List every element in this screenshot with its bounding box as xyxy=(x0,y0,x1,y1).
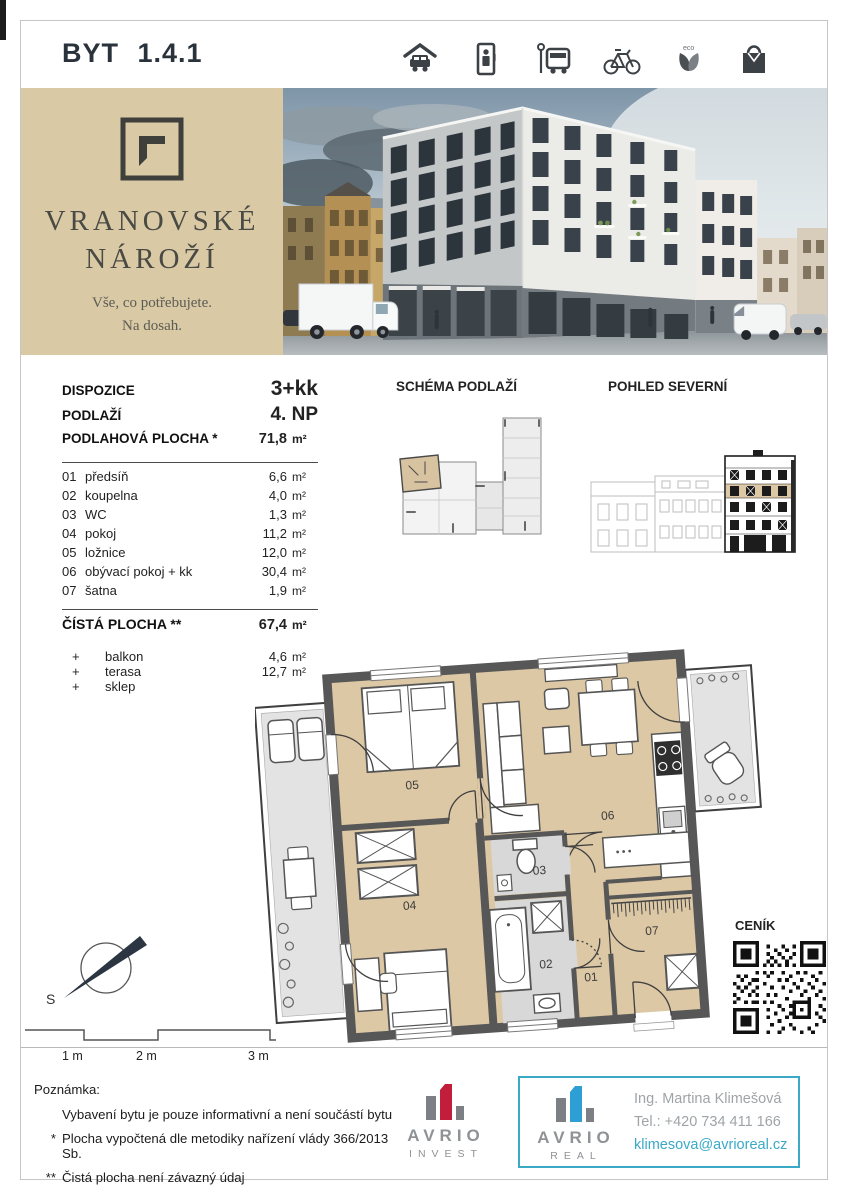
avrio-real-sub: REAL xyxy=(550,1150,602,1162)
extra-area: 12,7 xyxy=(261,664,287,679)
scale-label-3m: 3 m xyxy=(248,1049,269,1063)
room-label-07: 07 xyxy=(644,923,660,939)
schema-title: SCHÉMA PODLAŽÍ xyxy=(396,379,517,394)
room-name: obývací pokoj + kk xyxy=(85,564,193,579)
note-marker xyxy=(34,1107,62,1122)
plus-sign: + xyxy=(72,679,80,694)
room-num: 07 xyxy=(62,583,77,598)
note-line xyxy=(34,1131,394,1161)
contact-name: Ing. Martina Klimešová xyxy=(634,1091,782,1107)
brand-name xyxy=(45,203,260,278)
room-num: 05 xyxy=(62,545,77,560)
svg-text:eco: eco xyxy=(683,45,695,52)
note-text: Čistá plocha není závazný údaj xyxy=(62,1170,245,1185)
avrio-invest-icon xyxy=(422,1080,470,1122)
scale-bar xyxy=(22,1022,322,1067)
closet-box xyxy=(665,954,699,990)
highlighted-unit xyxy=(400,455,441,492)
room-area: 4,0 xyxy=(268,488,287,503)
room-label-04: 04 xyxy=(402,898,417,914)
room-row-02 xyxy=(62,488,318,507)
avrio-invest-logo xyxy=(390,1080,502,1160)
brand-name-line2: NÁROŽÍ xyxy=(85,242,219,275)
room-name: předsíň xyxy=(85,469,129,484)
avrio-real-logo xyxy=(530,1082,622,1162)
extra-unit: m² xyxy=(292,665,306,679)
building-render-photo xyxy=(283,88,827,355)
brand-name-line1: VRANOVSKÉ xyxy=(44,205,260,237)
room-unit: m² xyxy=(292,584,306,598)
avrio-invest-sub: INVEST xyxy=(409,1148,483,1160)
room-row-05 xyxy=(62,545,318,564)
elevator-icon xyxy=(468,41,504,77)
room-name: koupelna xyxy=(85,488,138,503)
shopping-bag-icon xyxy=(736,41,772,77)
room-name: šatna xyxy=(85,583,117,598)
note-marker: ** xyxy=(45,1170,56,1185)
net-label: ČÍSTÁ PLOCHA ** xyxy=(62,616,182,632)
note-marker: * xyxy=(50,1131,56,1146)
dispozice-value: 3+kk xyxy=(270,377,318,400)
compass-needle xyxy=(64,936,147,998)
avrio-real-box xyxy=(518,1076,800,1168)
room-unit: m² xyxy=(292,546,306,560)
notes-heading: Poznámka: xyxy=(34,1082,100,1097)
room-area: 6,6 xyxy=(268,469,287,484)
bed-double xyxy=(362,682,460,772)
plus-sign: + xyxy=(72,664,80,679)
room-label-06: 06 xyxy=(600,808,615,823)
dispozice-label: DISPOZICE xyxy=(62,383,135,398)
room-area: 12,0 xyxy=(261,545,287,560)
bicycle-icon xyxy=(602,41,642,77)
room-name: WC xyxy=(85,507,107,522)
bathroom-sink xyxy=(533,993,560,1013)
extra-unit: m² xyxy=(292,650,306,664)
podlazi-label: PODLAŽÍ xyxy=(62,408,122,423)
plocha-value: 71,8 xyxy=(258,431,287,447)
contact-email-link[interactable]: klimesova@avrioreal.cz xyxy=(634,1137,788,1153)
room-name: pokoj xyxy=(85,526,117,541)
note-line xyxy=(34,1170,394,1185)
room-row-04 xyxy=(62,526,318,545)
plocha-unit: m² xyxy=(292,432,307,446)
table-divider xyxy=(62,609,318,610)
room-area: 30,4 xyxy=(261,564,287,579)
room-area: 11,2 xyxy=(262,526,287,541)
compass-label: S xyxy=(46,991,56,1007)
plus-sign: + xyxy=(72,649,80,664)
page-title: BYT 1.4.1 xyxy=(62,38,203,68)
room-unit: m² xyxy=(292,565,306,579)
room-row-01 xyxy=(62,469,318,488)
garage-icon xyxy=(402,41,438,77)
room-num: 03 xyxy=(62,507,77,522)
pricing-label: CENÍK xyxy=(735,918,776,933)
scale-label-1m: 1 m xyxy=(62,1049,83,1063)
note-text: Vybavení bytu je pouze informativní a není součástí bytu xyxy=(62,1107,393,1122)
eco-icon xyxy=(672,41,706,77)
brand-logo-icon xyxy=(117,114,187,189)
room-unit: m² xyxy=(292,527,306,541)
avrio-real-word: AVRIO xyxy=(537,1128,615,1147)
room-area: 1,9 xyxy=(268,583,287,598)
table-divider xyxy=(62,462,318,463)
dispozice-row xyxy=(62,377,318,404)
brand-tagline xyxy=(92,292,212,337)
plocha-label: PODLAHOVÁ PLOCHA * xyxy=(62,431,218,446)
extra-name: terasa xyxy=(105,664,142,679)
extra-area: 4,6 xyxy=(268,649,287,664)
footer-divider xyxy=(21,1047,827,1048)
room-row-07 xyxy=(62,583,318,602)
room-row-06 xyxy=(62,564,318,583)
pohled-title: POHLED SEVERNÍ xyxy=(608,379,728,394)
podlazi-value: 4. NP xyxy=(270,404,318,425)
bathtub xyxy=(489,908,531,992)
podlazi-row xyxy=(62,404,318,431)
north-elevation-diagram xyxy=(588,448,806,560)
room-label-05: 05 xyxy=(405,777,420,793)
floorplan xyxy=(255,626,770,1058)
room-label-03: 03 xyxy=(532,862,547,878)
room-row-03 xyxy=(62,507,318,526)
brand-tagline-line1: Vše, co potřebujete. xyxy=(92,295,212,312)
room-num: 01 xyxy=(62,469,77,484)
hero-band xyxy=(21,88,827,355)
floor-schema-diagram xyxy=(393,412,551,562)
brand-panel xyxy=(21,88,283,355)
main-building xyxy=(383,108,695,340)
contact-tel: Tel.: +420 734 411 166 xyxy=(634,1114,781,1130)
compass xyxy=(38,924,158,1019)
net-value: 67,4 xyxy=(258,617,287,633)
room-label-01: 01 xyxy=(583,969,599,985)
note-line xyxy=(34,1107,394,1122)
plocha-row xyxy=(62,431,318,455)
main-elevation xyxy=(725,450,795,552)
room-unit: m² xyxy=(292,489,306,503)
room-name: ložnice xyxy=(85,545,126,560)
room-label-02: 02 xyxy=(538,956,554,972)
room-area: 1,3 xyxy=(268,507,287,522)
room-unit: m² xyxy=(292,470,306,484)
contact-block xyxy=(622,1091,788,1153)
notes-block xyxy=(34,1082,394,1194)
balcony xyxy=(685,665,761,811)
scan-artifact xyxy=(0,0,6,40)
extra-name: sklep xyxy=(105,679,136,694)
bus-stop-icon xyxy=(534,41,572,77)
room-unit: m² xyxy=(292,508,306,522)
washing-machine xyxy=(531,901,563,933)
room-num: 04 xyxy=(62,526,77,541)
room-num: 02 xyxy=(62,488,77,503)
net-unit: m² xyxy=(292,618,307,632)
qr-code xyxy=(733,941,826,1034)
scale-label-2m: 2 m xyxy=(136,1049,157,1063)
note-text: Plocha vypočtená dle metodiky nařízení vlády 366/2013 Sb. xyxy=(62,1131,389,1161)
avrio-invest-word: AVRIO xyxy=(407,1126,485,1145)
amenity-icons xyxy=(402,41,772,77)
brand-tagline-line2: Na dosah. xyxy=(122,317,182,334)
room-num: 06 xyxy=(62,564,77,579)
extra-name: balkon xyxy=(105,649,144,664)
avrio-real-icon xyxy=(552,1082,600,1124)
